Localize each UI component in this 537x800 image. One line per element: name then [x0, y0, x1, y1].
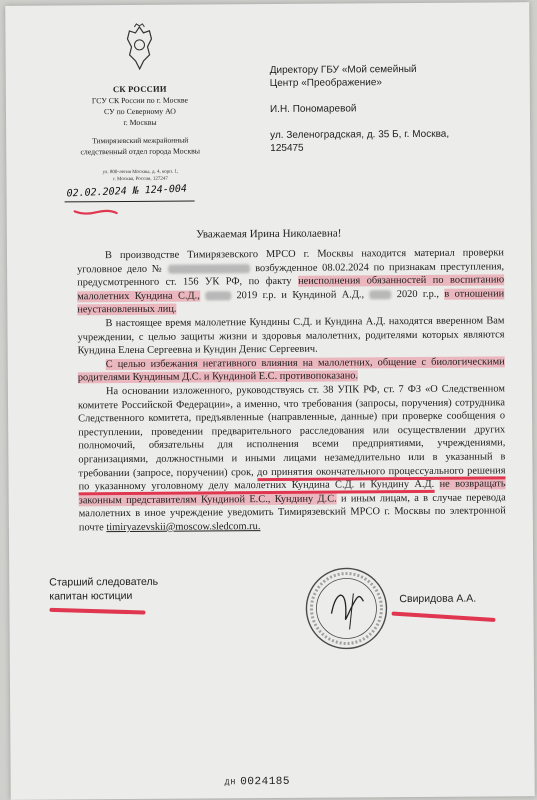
highlighted-text: не возвращать законным представителям Кундиной Е.С., Кундину Д.С. — [78, 478, 506, 507]
recipient-address: 125475 — [270, 142, 304, 154]
org-line: СК РОССИИ — [112, 83, 167, 95]
dept-line: Тимирязевский межрайонный — [92, 135, 189, 146]
form-serial-number — [225, 776, 290, 788]
signer-name: Свиридова А.А. — [399, 592, 477, 606]
dept-line: следственный отдел города Москвы — [80, 146, 201, 157]
recipient-line: Директору ГБУ «Мой семейный — [269, 63, 417, 76]
paragraph-4: На основании изложенного, руководствуясь ст. 38 УПК РФ, ст. 7 ФЗ «О Следственном комитете Российской Федерации», а именно, что требования (запросы, поручения) сотрудника Следственного комитета, предъявленные (направленные, данные) при проверке сообщения о преступлении, проведении предварительного расследования или осуществлении других полномочий, обязательны для исполнения всеми предприятиями, учреждениями, организациями, должностными и иными лицами незамедлительно или в указанный в требовании (запросе, поручении) срок, до принятия окончательного процессуального решения по указанному уголовному делу малолетних Кундина С.Д. и Кундину А.Д. не возвращать законным представителям Кундиной Е.С., Кундину Д.С. и иным лицам, а в случае перевода малолетних в иное учреждение уведомить Тимирязевский МРСО г. Москвы по электронной почте timiryazevskii@moscow.sledcom.ru. — [77, 383, 506, 534]
recipient-line: Центр «Преображение» — [269, 77, 382, 89]
sender-address: г. Москва, Россия, 127247 — [113, 176, 168, 183]
org-line: ГСУ СК России по г. Москве — [91, 95, 189, 106]
letter-body — [77, 246, 506, 534]
paragraph-3 — [78, 355, 505, 385]
redacted-text — [369, 290, 391, 299]
highlighted-text: в отношении неустановленных лиц. — [77, 288, 505, 316]
highlighted-text: неисполнения обязанностей по воспитанию малолетних Кундина С.Д., — [77, 274, 505, 303]
serial-value: 0024185 — [240, 775, 291, 789]
redacted-text — [205, 291, 231, 300]
round-seal-stamp — [301, 563, 392, 654]
redacted-text — [168, 264, 250, 274]
paragraph-1: В производстве Тимирязевского МРСО г. Москвы находится материал проверки уголовное дело № возбужденное 08.02.2024 по признакам преступления, предусмотренного ст. 156 УК РФ, по факту неисполнения обязанностей по воспитанию малолетних Кундина С.Д., 2019 г.р. и Кундиной А.Д., 2020 г.р., в отношении неустановленных лиц. — [77, 247, 505, 316]
coat-of-arms-icon — [123, 23, 155, 73]
serial-prefix: ДН — [224, 778, 237, 788]
highlighted-text: С целью избежания негативного влияния на малолетних, общение с биологическими родителями Кундиным Д.С. и Кундиной Е.С. противопоказано. — [77, 356, 505, 384]
recipient-name: И.Н. Пономаревой — [269, 103, 357, 115]
red-underline-mark — [49, 608, 145, 615]
underlined-text: до принятия окончательного процессуального решения по указанному уголовному делу малолетних Кундина С.Д. и Кундину А.Д. — [79, 465, 506, 496]
signer-title: Старший следователь капитан юстиции — [49, 575, 159, 603]
document-page — [5, 2, 535, 800]
org-line: г. Москвы — [123, 117, 157, 128]
red-underline-mark — [73, 201, 119, 217]
sender-block — [46, 82, 235, 183]
paragraph-2: В настоящее время малолетние Кундины С.Д. и Кундина А.Д. находятся вверенном Вам учреждении, с целью защиты жизни и здоровья малолетних, родителями которых являются Кундина Елена Сергеевна и Кундин Денис Сергеевич. — [77, 315, 505, 357]
sender-address: ул. 800-летия Москвы, д. 4, корп. 1, — [102, 169, 179, 176]
greeting: Уважаемая Ирина Николаевна! — [196, 227, 342, 241]
red-underline-mark — [391, 612, 495, 623]
org-line: СУ по Северному АО — [103, 106, 176, 117]
recipient-address: ул. Зеленоградская, д. 35 Б, г. Москва, — [270, 128, 450, 141]
email-link[interactable]: timiryazevskii@moscow.sledcom.ru. — [106, 520, 261, 534]
recipient-block — [270, 62, 511, 155]
registration-number: 02.02.2024 № 124-004 — [66, 183, 188, 200]
